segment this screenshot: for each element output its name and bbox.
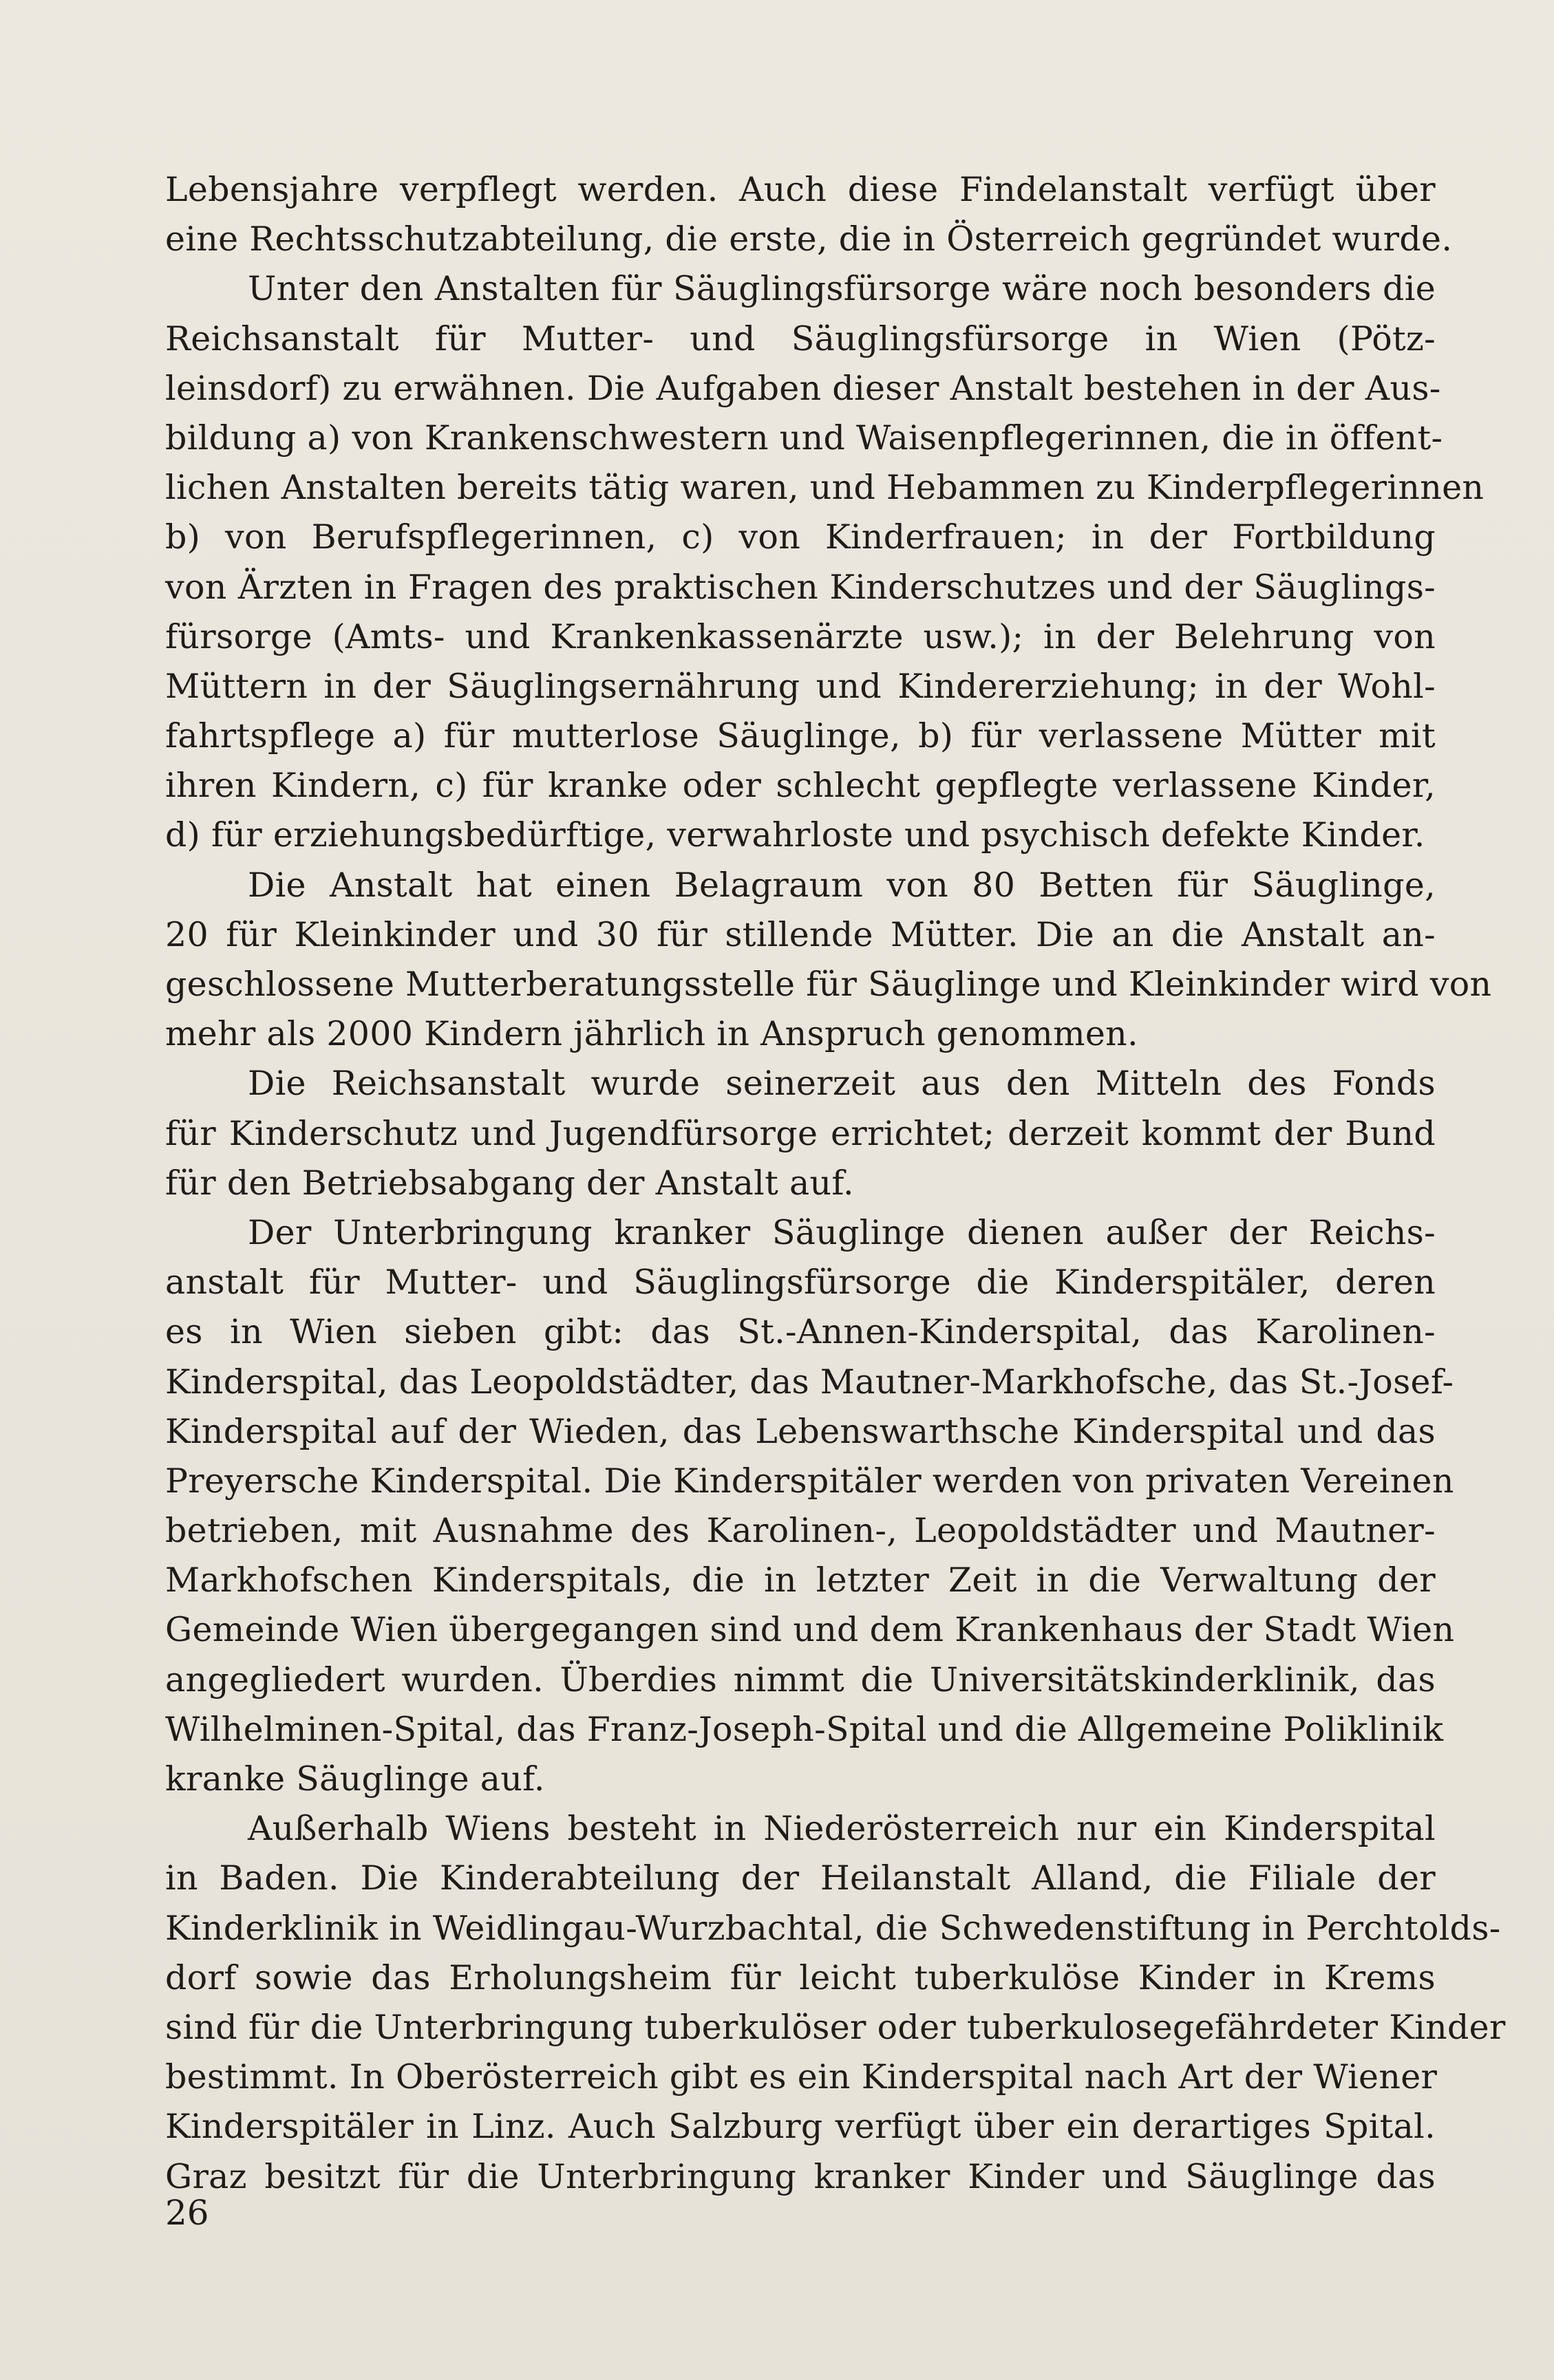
text-line: kranke Säuglinge auf. bbox=[165, 1759, 545, 1799]
text-line: bildung a) von Krankenschwestern und Waisenpflegerinnen, die in öffent- bbox=[165, 418, 1443, 458]
text-line: Außerhalb Wiens besteht in Niederösterreich nur ein Kinderspital bbox=[248, 1809, 1436, 1849]
body-text bbox=[165, 165, 1506, 2202]
text-line: Reichsanstalt für Mutter- und Säuglingsfürsorge in Wien (Pötz- bbox=[165, 319, 1436, 358]
text-line: Graz besitzt für die Unterbringung kranker Kinder und Säuglinge das bbox=[165, 2156, 1436, 2196]
text-line: 20 für Kleinkinder und 30 für stillende Mütter. Die an die Anstalt an- bbox=[165, 914, 1436, 954]
text-line: angegliedert wurden. Überdies nimmt die Universitätskinderklinik, das bbox=[165, 1660, 1436, 1700]
text-line: mehr als 2000 Kindern jährlich in Anspruch genommen. bbox=[165, 1014, 1138, 1054]
text-line: Die Anstalt hat einen Belagraum von 80 Betten für Säuglinge, bbox=[248, 865, 1436, 905]
text-line: für Kinderschutz und Jugendfürsorge errichtet; derzeit kommt der Bund bbox=[165, 1113, 1436, 1153]
text-line: leinsdorf) zu erwähnen. Die Aufgaben dieser Anstalt bestehen in der Aus- bbox=[165, 368, 1441, 408]
text-line: Kinderspitäler in Linz. Auch Salzburg verfügt über ein derartiges Spital. bbox=[165, 2107, 1436, 2147]
text-line: Lebensjahre verpflegt werden. Auch diese Findelanstalt verfügt über bbox=[165, 170, 1436, 209]
text-line: b) von Berufspflegerinnen, c) von Kinderfrauen; in der Fortbildung bbox=[165, 517, 1436, 557]
text-line: betrieben, mit Ausnahme des Karolinen-, Leopoldstädter und Mautner- bbox=[165, 1511, 1436, 1551]
text-line: d) für erziehungsbedürftige, verwahrloste und psychisch defekte Kinder. bbox=[165, 815, 1425, 855]
text-line: Gemeinde Wien übergegangen sind und dem Krankenhaus der Stadt Wien bbox=[165, 1610, 1455, 1650]
text-line: lichen Anstalten bereits tätig waren, und Hebammen zu Kinderpflegerinnen bbox=[165, 468, 1484, 508]
text-line: Der Unterbringung kranker Säuglinge dienen außer der Reichs- bbox=[248, 1212, 1436, 1252]
text-line: es in Wien sieben gibt: das St.-Annen-Kinderspital, das Karolinen- bbox=[165, 1312, 1436, 1352]
text-line: Kinderspital, das Leopoldstädter, das Mautner-Markhofsche, das St.-Josef- bbox=[165, 1362, 1454, 1402]
text-line: von Ärzten in Fragen des praktischen Kinderschutzes und der Säuglings- bbox=[165, 567, 1436, 607]
text-line: in Baden. Die Kinderabteilung der Heilanstalt Alland, die Filiale der bbox=[165, 1858, 1436, 1898]
text-line: anstalt für Mutter- und Säuglingsfürsorge die Kinderspitäler, deren bbox=[165, 1263, 1436, 1302]
text-line: ihren Kindern, c) für kranke oder schlecht gepflegte verlassene Kinder, bbox=[165, 766, 1436, 806]
text-line: Kinderklinik in Weidlingau-Wurzbachtal, die Schwedenstiftung in Perchtolds- bbox=[165, 1908, 1501, 1948]
text-line: für den Betriebsabgang der Anstalt auf. bbox=[165, 1163, 854, 1203]
text-line: Die Reichsanstalt wurde seinerzeit aus den Mitteln des Fonds bbox=[248, 1064, 1436, 1104]
text-line: fürsorge (Amts- und Krankenkassenärzte usw.); in der Belehrung von bbox=[165, 617, 1436, 656]
text-line: bestimmt. In Oberösterreich gibt es ein Kinderspital nach Art der Wiener bbox=[165, 2057, 1438, 2097]
text-line: dorf sowie das Erholungsheim für leicht tuberkulöse Kinder in Krems bbox=[165, 1958, 1436, 1997]
page-number: 26 bbox=[165, 2193, 209, 2233]
text-line: Kinderspital auf der Wieden, das Lebenswarthsche Kinderspital und das bbox=[165, 1411, 1436, 1451]
text-line: eine Rechtsschutzabteilung, die erste, die in Österreich gegründet wurde. bbox=[165, 219, 1453, 259]
text-line: Unter den Anstalten für Säuglingsfürsorge wäre noch besonders die bbox=[248, 269, 1436, 309]
text-line: geschlossene Mutterberatungsstelle für Säuglinge und Kleinkinder wird von bbox=[165, 965, 1492, 1004]
text-line: fahrtspflege a) für mutterlose Säuglinge, b) für verlassene Mütter mit bbox=[165, 716, 1436, 756]
text-line: sind für die Unterbringung tuberkulöser oder tuberkulosegefährdeter Kinder bbox=[165, 2007, 1506, 2047]
text-line: Wilhelminen-Spital, das Franz-Joseph-Spital und die Allgemeine Poliklinik bbox=[165, 1709, 1444, 1749]
text-line: Müttern in der Säuglingsernährung und Kindererziehung; in der Wohl- bbox=[165, 666, 1436, 706]
text-line: Markhofschen Kinderspitals, die in letzter Zeit in die Verwaltung der bbox=[165, 1561, 1436, 1600]
text-line: Preyersche Kinderspital. Die Kinderspitäler werden von privaten Vereinen bbox=[165, 1461, 1454, 1501]
